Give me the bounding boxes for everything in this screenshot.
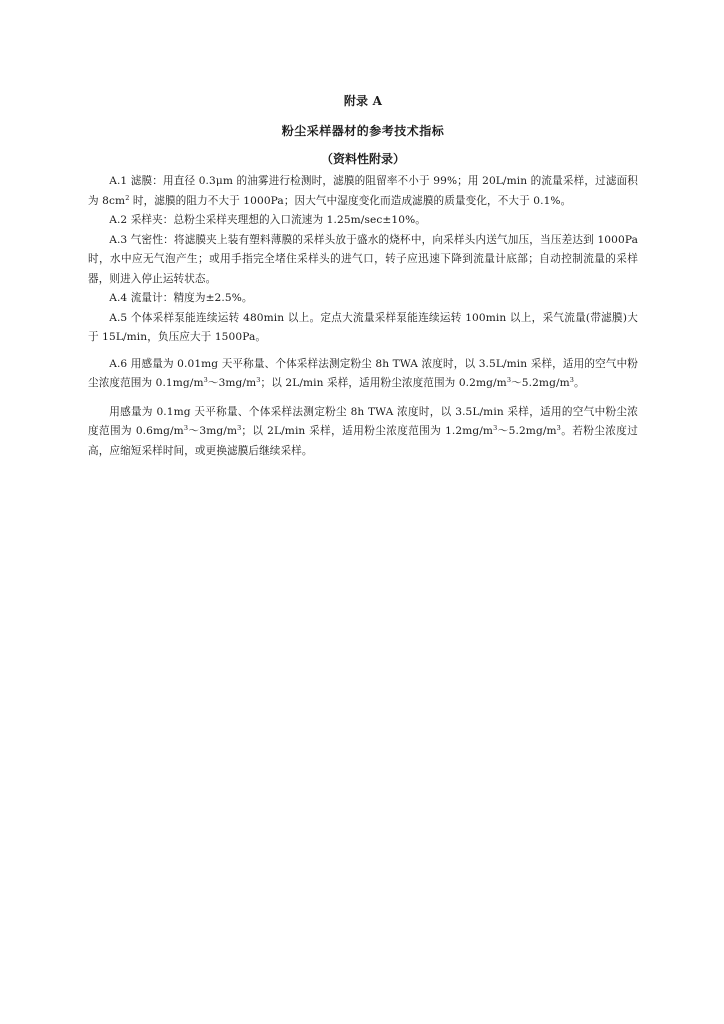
section-a1-sup-1: 2 [125, 193, 130, 202]
section-a6b-text-1: 用感量为 0.1mg 天平称量、个体采样法测定粉尘 8h TWA 浓度时，以 3.5L/min 采样，适用的空气中粉尘浓度范围为 0.6mg/m [88, 405, 638, 437]
section-a6-continued [88, 403, 638, 462]
section-a6-sup-3: 3 [506, 376, 512, 384]
section-a6b-sup-4: 3 [556, 424, 561, 432]
section-a3: A.3 气密性：将滤膜夹上装有塑料薄膜的采样头放于盛水的烧杯中，向采样头内送气加压，当压差达到 1000Pa 时，水中应无气泡产生；或用手指完全堵住采样头的进气口，转子应迅速下降到流量计底部；自动控制流量的采样器，则进入停止运转状态。 [88, 233, 638, 285]
section-a6-text-1: A.6 用感量为 0.01mg 天平称量、个体采样法测定粉尘 8h TWA 浓度时，以 3.5L/min 采样，适用的空气中粉尘浓度范围为 0.1mg/m [88, 357, 638, 389]
section-a6-text-2: ～3mg/m [207, 377, 257, 389]
section-a6b-sup-2: 3 [237, 424, 242, 432]
section-a1-text-2: 时，滤膜的阻力不大于 1000Pa；因大气中湿度变化而造成滤膜的质量变化，不大于 0.1%。 [129, 194, 572, 207]
section-a6b-sup-1: 3 [183, 424, 189, 432]
section-a1-text-1: A.1 滤膜：用直径 0.3μm 的油雾进行检测时，滤膜的阻留率不小于 99%；用 20L/min 的流量采样，过滤面积为 8cm [88, 175, 638, 207]
section-a5: A.5 个体采样泵能连续运转 480min 以上。定点大流量采样泵能连续运转 100min 以上，采气流量(带滤膜)大于 15L/min，负压应大于 1500Pa。 [88, 311, 638, 343]
section-a6-sup-2: 3 [256, 376, 261, 384]
section-a6b-text-4: ～5.2mg/m [497, 425, 557, 437]
section-a4: A.4 流量计：精度为±2.5%。 [109, 292, 253, 304]
page-title: 粉尘采样器材的参考技术指标 [281, 124, 445, 138]
section-a6 [88, 355, 638, 394]
section-a6b-text-3: ；以 2L/min 采样，适用粉尘浓度范围为 1.2mg/m [241, 425, 494, 437]
section-a6-text-4: ～5.2mg/m [511, 377, 570, 389]
section-a6b-sup-3: 3 [493, 424, 498, 432]
document-page [88, 92, 638, 461]
section-a6-text-5: 。 [574, 377, 585, 389]
section-a6-sup-4: 3 [569, 376, 575, 384]
section-a6-sup-1: 3 [203, 376, 208, 384]
section-a2: A.2 采样夹：总粉尘采样夹理想的入口流速为 1.25m/sec±10%。 [109, 214, 426, 226]
section-a1 [88, 172, 638, 211]
appendix-label: 附录 A [343, 94, 383, 108]
section-a6b-text-2: ～3mg/m [188, 425, 238, 437]
page-subtitle: （资料性附录） [320, 152, 405, 166]
section-a6-text-3: ；以 2L/min 采样，适用粉尘浓度范围为 0.2mg/m [260, 377, 507, 389]
section-a6b-text-5: 。若粉尘浓度过高，应缩短采样时间，或更换滤膜后继续采样。 [88, 425, 638, 457]
